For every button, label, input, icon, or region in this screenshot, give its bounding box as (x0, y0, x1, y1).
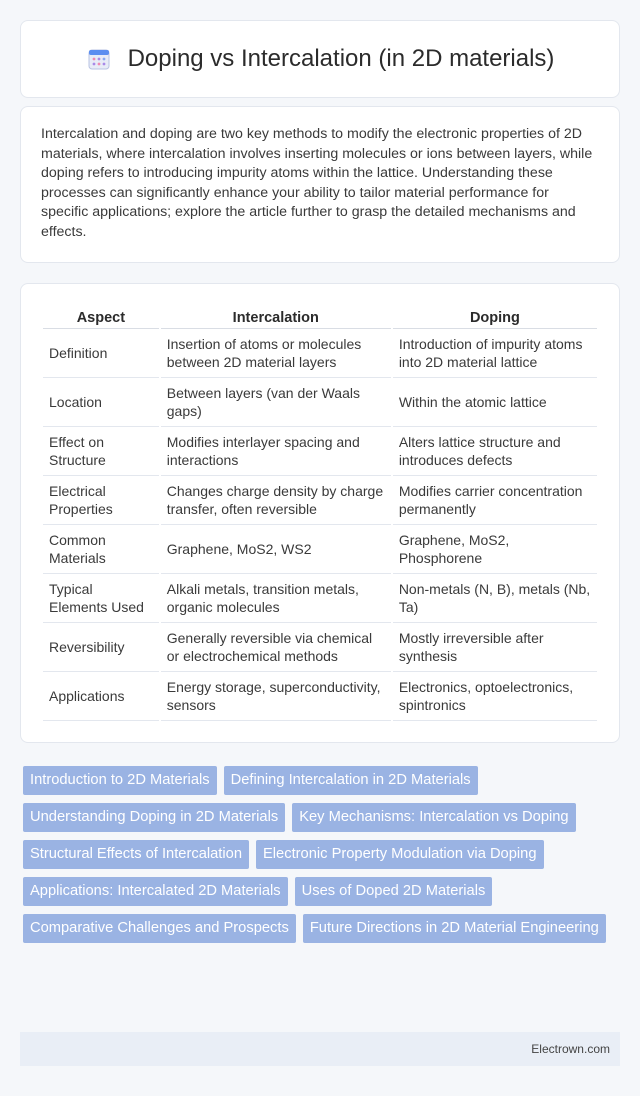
cell-doping: Alters lattice structure and introduces defects (393, 427, 597, 476)
header-doping: Doping (393, 304, 597, 329)
cell-aspect: Effect on Structure (43, 427, 159, 476)
calendar-grid-icon (86, 46, 112, 72)
intro-card (20, 106, 620, 263)
tag-future-directions[interactable]: Future Directions in 2D Material Engineering (303, 914, 606, 943)
tag-understanding-doping[interactable]: Understanding Doping in 2D Materials (23, 803, 285, 832)
cell-aspect: Definition (43, 329, 159, 378)
table-row (43, 329, 597, 378)
table-row (43, 476, 597, 525)
cell-aspect: Applications (43, 672, 159, 721)
cell-doping: Mostly irreversible after synthesis (393, 623, 597, 672)
intro-text: Intercalation and doping are two key methods to modify the electronic properties of 2D materials, where intercalation involves inserting molecules or ions between layers, while doping refers to introducing impurity atoms within the lattice. Understanding these processes can significantly enhance your ability to tailor material performance for specific applications; explore the article further to grasp the detailed mechanisms and effects. (41, 126, 593, 240)
footer (20, 1032, 620, 1066)
tag-applications-intercalated[interactable]: Applications: Intercalated 2D Materials (23, 877, 288, 906)
cell-doping: Graphene, MoS2, Phosphorene (393, 525, 597, 574)
tag-uses-doped[interactable]: Uses of Doped 2D Materials (295, 877, 493, 906)
tag-introduction[interactable]: Introduction to 2D Materials (23, 766, 217, 795)
tag-defining-intercalation[interactable]: Defining Intercalation in 2D Materials (224, 766, 478, 795)
topic-tags (23, 766, 623, 943)
page-header (20, 20, 620, 98)
cell-intercalation: Insertion of atoms or molecules between 2D material layers (161, 329, 391, 378)
page-title: Doping vs Intercalation (in 2D materials) (127, 45, 555, 72)
tag-structural-effects[interactable]: Structural Effects of Intercalation (23, 840, 249, 869)
table-row (43, 427, 597, 476)
cell-intercalation: Modifies interlayer spacing and interactions (161, 427, 391, 476)
table-header-row (43, 304, 597, 329)
cell-doping: Modifies carrier concentration permanently (393, 476, 597, 525)
comparison-table-card (20, 283, 620, 743)
tag-key-mechanisms[interactable]: Key Mechanisms: Intercalation vs Doping (292, 803, 575, 832)
table-row (43, 378, 597, 427)
tag-electronic-modulation[interactable]: Electronic Property Modulation via Doping (256, 840, 544, 869)
tag-comparative-challenges[interactable]: Comparative Challenges and Prospects (23, 914, 296, 943)
table-row (43, 574, 597, 623)
cell-intercalation: Changes charge density by charge transfer, often reversible (161, 476, 391, 525)
header-aspect: Aspect (43, 304, 159, 329)
cell-intercalation: Graphene, MoS2, WS2 (161, 525, 391, 574)
cell-doping: Non-metals (N, B), metals (Nb, Ta) (393, 574, 597, 623)
cell-doping: Within the atomic lattice (393, 378, 597, 427)
comparison-table (41, 304, 599, 721)
cell-intercalation: Between layers (van der Waals gaps) (161, 378, 391, 427)
cell-intercalation: Alkali metals, transition metals, organic molecules (161, 574, 391, 623)
cell-aspect: Electrical Properties (43, 476, 159, 525)
cell-aspect: Common Materials (43, 525, 159, 574)
cell-aspect: Typical Elements Used (43, 574, 159, 623)
table-row (43, 525, 597, 574)
cell-doping: Electronics, optoelectronics, spintronics (393, 672, 597, 721)
cell-intercalation: Energy storage, superconductivity, sensors (161, 672, 391, 721)
table-row (43, 623, 597, 672)
cell-aspect: Reversibility (43, 623, 159, 672)
footer-brand[interactable]: Electrown.com (531, 1042, 610, 1056)
header-intercalation: Intercalation (161, 304, 391, 329)
table-row (43, 672, 597, 721)
cell-aspect: Location (43, 378, 159, 427)
cell-intercalation: Generally reversible via chemical or electrochemical methods (161, 623, 391, 672)
cell-doping: Introduction of impurity atoms into 2D material lattice (393, 329, 597, 378)
